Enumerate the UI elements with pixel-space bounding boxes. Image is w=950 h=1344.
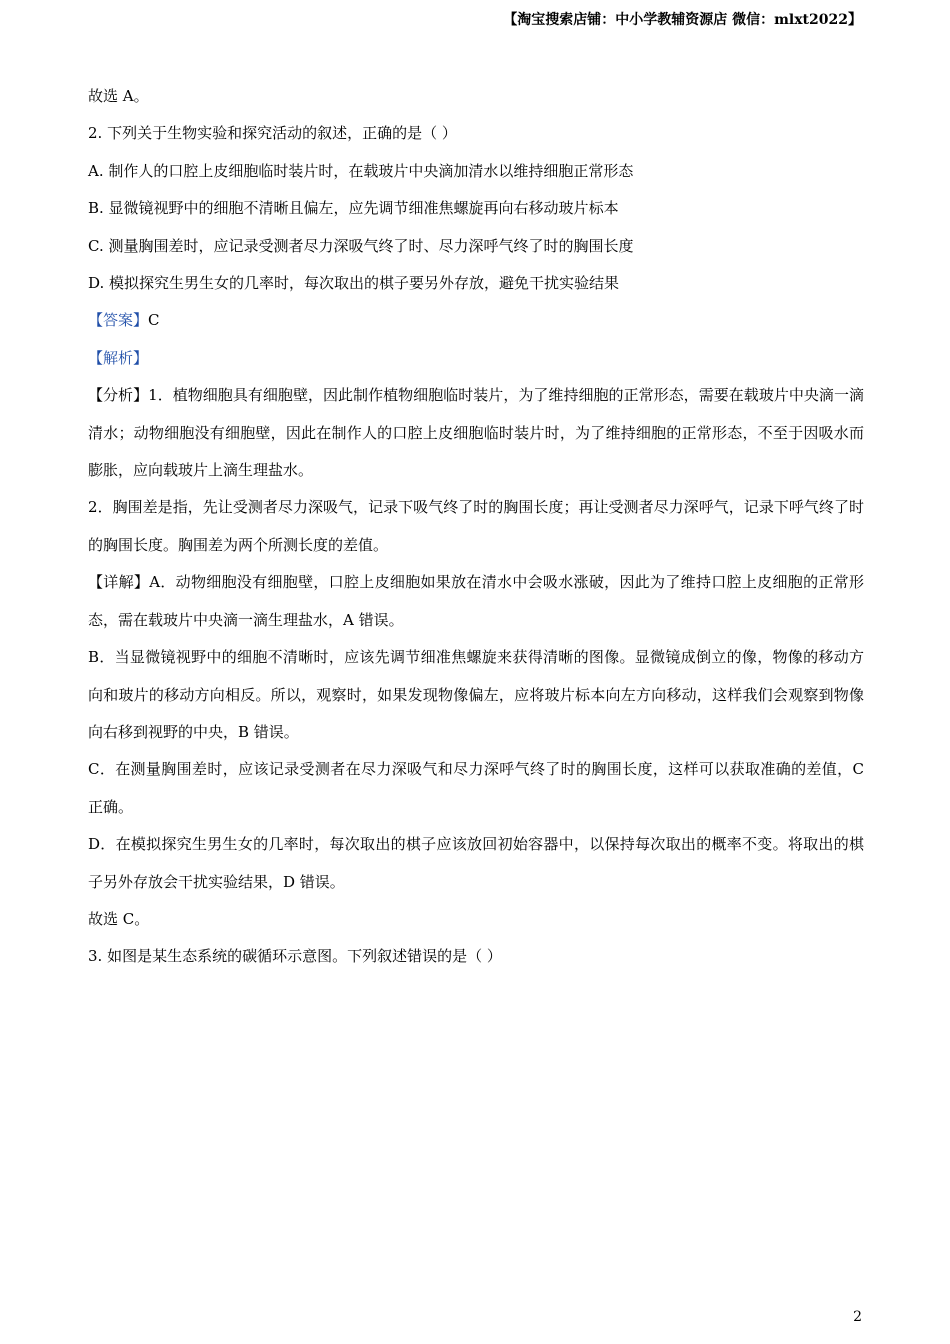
question-2-option-b: B. 显微镜视野中的细胞不清晰且偏左，应先调节细准焦螺旋再向右移动玻片标本 — [88, 199, 619, 218]
analysis-tag: 【解析】 — [88, 348, 149, 367]
question-2-option-c: C. 测量胸围差时，应记录受测者尽力深吸气终了时、尽力深呼气终了时的胸围长度 — [88, 236, 634, 255]
answer-line — [88, 302, 864, 339]
question-2-conclusion: 故选 C。 — [88, 909, 150, 928]
question-2-stem: 2. 下列关于生物实验和探究活动的叙述，正确的是（ ） — [88, 124, 457, 143]
question-2-option-d: D. 模拟探究生男生女的几率时，每次取出的棋子要另外存放，避免干扰实验结果 — [88, 274, 620, 293]
page-header: 【淘宝搜索店铺：中小学教辅资源店 微信：mlxt2022】 — [503, 12, 862, 28]
detail-paragraph-a — [88, 564, 864, 639]
xiangjie-tag: 【详解】 — [88, 573, 150, 592]
detail-paragraph-b: B．当显微镜视野中的细胞不清晰时，应该先调节细准焦螺旋来获得清晰的图像。显微镜成倒立的像，物像的移动方向和玻片的移动方向相反。所以，观察时，如果发现物像偏左，应将玻片标本向左方向移动，这样我们会观察到物像向右移到视野的中央，B 错误。 — [88, 648, 864, 741]
document-body — [88, 78, 864, 976]
question-3-stem: 3. 如图是某生态系统的碳循环示意图。下列叙述错误的是（ ） — [88, 947, 502, 966]
detail-paragraph-c: C．在测量胸围差时，应该记录受测者在尽力深吸气和尽力深呼气终了时的胸围长度，这样可以获取准确的差值，C 正确。 — [88, 760, 864, 816]
detail-text-a: A．动物细胞没有细胞壁，口腔上皮细胞如果放在清水中会吸水涨破，因此为了维持口腔上皮细胞的正常形态，需在载玻片中央滴一滴生理盐水，A 错误。 — [88, 573, 864, 629]
detail-paragraph-d: D．在模拟探究生男生女的几率时，每次取出的棋子应该放回初始容器中，以保持每次取出的概率不变。将取出的棋子另外存放会干扰实验结果，D 错误。 — [88, 835, 864, 891]
analysis-paragraph-2: 2．胸围差是指，先让受测者尽力深吸气，记录下吸气终了时的胸围长度；再让受测者尽力深呼气，记录下呼气终了时的胸围长度。胸围差为两个所测长度的差值。 — [88, 498, 864, 554]
fenxi-tag: 【分析】 — [88, 386, 149, 405]
answer-tag: 【答案】 — [88, 311, 149, 330]
answer-value: C — [148, 311, 160, 330]
previous-answer-conclusion: 故选 A。 — [88, 87, 149, 105]
question-2-option-a: A. 制作人的口腔上皮细胞临时装片时，在载玻片中央滴加清水以维持细胞正常形态 — [88, 161, 634, 180]
fenxi-text-1: 1．植物细胞具有细胞壁，因此制作植物细胞临时装片，为了维持细胞的正常形态，需要在载玻片中央滴一滴清水；动物细胞没有细胞壁，因此在制作人的口腔上皮细胞临时装片时，为了维持细胞的正常形态，不至于因吸水而膨胀，应向载玻片上滴生理盐水。 — [88, 386, 864, 480]
analysis-paragraph-1 — [88, 377, 864, 489]
page-number: 2 — [853, 1309, 862, 1325]
